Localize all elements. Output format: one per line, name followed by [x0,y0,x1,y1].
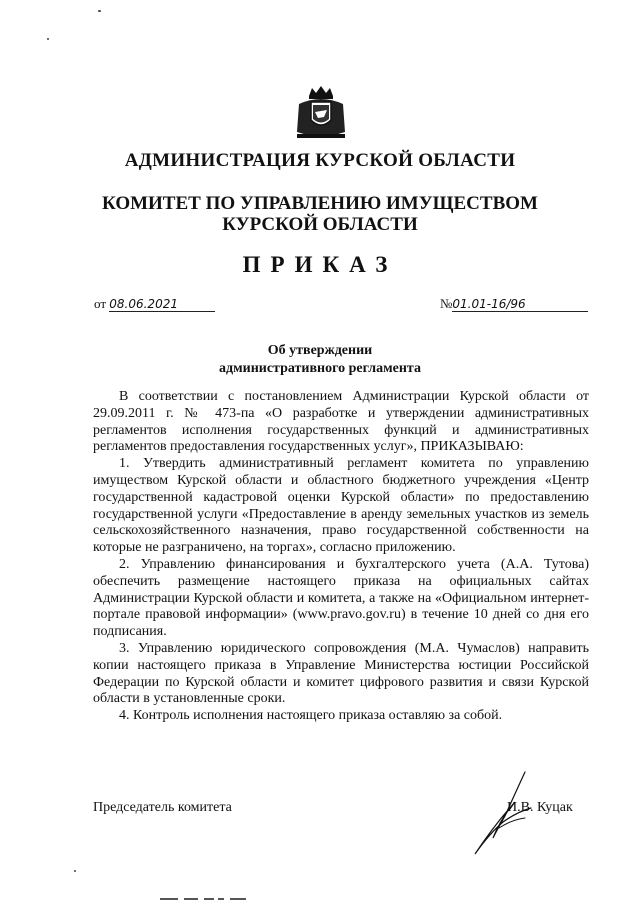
intro-paragraph: В соответствии с постановлением Администрации Курской области от 29.09.2011 г. № 473-па «О разработке и утверждении административных регламентов исполнения государственных функций и административных регламентов предоставления государственных услуг», ПРИКАЗЫВАЮ: [93,389,589,455]
scan-speck [74,870,76,872]
coat-of-arms-icon [291,82,351,142]
number-value: 01.01-16/96 [452,297,588,312]
date-value: 08.06.2021 [109,297,215,312]
subject-line1: Об утверждении [267,343,373,358]
order-date [94,296,215,312]
signatory-name: И.В. Куцак [507,800,573,815]
scan-footer-marks [160,896,300,902]
order-number [440,296,588,312]
scan-speck [98,10,101,12]
item-4-paragraph: 4. Контроль исполнения настоящего приказа оставляю за собой. [119,708,503,724]
date-prefix: от [94,296,107,311]
item-2-paragraph: 2. Управлению финансирования и бухгалтерского учета (А.А. Тутова) обеспечить размещение настоящего приказа на официальных сайтах Администрации Курской области и комитета, а также на «Официальном интернет-портале правовой информации» (www.pravo.gov.ru) в течение 10 дней со дня его подписания. [93,556,589,640]
document-type-title: ПРИКАЗ [242,252,398,277]
organization-title: АДМИНИСТРАЦИЯ КУРСКОЙ ОБЛАСТИ [124,150,516,171]
number-prefix: № [440,296,453,311]
item-3-paragraph: 3. Управлению юридического сопровождения (М.А. Чумаслов) направить копии настоящего приказа в Управление Министерства юстиции Российской Федерации по Курской области и комитет цифрового развития и связи Курской области в установленные сроки. [93,640,589,707]
committee-title-line2: КУРСКОЙ ОБЛАСТИ [222,214,418,235]
scan-speck [47,38,49,40]
item-1-paragraph: 1. Утвердить административный регламент комитета по управлению имуществом Курской области и областного бюджетного учреждения «Центр государственной кадастровой оценки Курской области» по предоставлению государственной услуги «Предоставление в аренду земельных участков из земель сельскохозяйственного назначения, право государственной собственности на которые не разграничено, на торгах», согласно приложению. [93,456,589,556]
committee-title-line1: КОМИТЕТ ПО УПРАВЛЕНИЮ ИМУЩЕСТВОМ [102,193,538,214]
subject-line2: административного регламента [219,361,421,376]
signatory-position: Председатель комитета [93,800,232,815]
document-body [93,389,589,725]
